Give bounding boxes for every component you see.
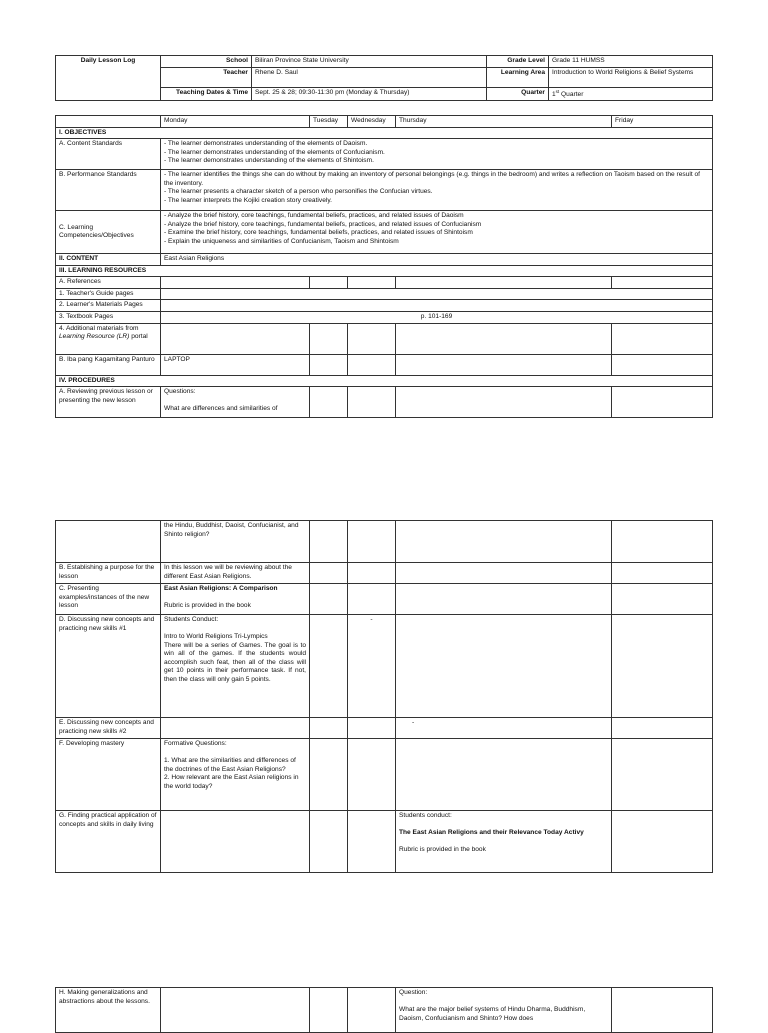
iba-pang-label: B. Iba pang Kagamitang Panturo <box>56 354 161 375</box>
iba-pang-text: LAPTOP <box>161 354 310 375</box>
additional-c: portal <box>129 333 148 341</box>
textbook-label: 3. Textbook Pages <box>56 311 161 323</box>
teacher-value: Rhene D. Saul <box>252 67 487 87</box>
practical-label: G. Finding practical application of concepts and skills in daily living <box>56 811 161 873</box>
discussing1-a: Students Conduct: <box>164 616 219 623</box>
discussing1-cell <box>161 615 310 718</box>
day-friday: Friday <box>612 116 713 128</box>
presenting-label: C. Presenting examples/instances of the new lesson <box>56 584 161 615</box>
presenting-title: East Asian Religions: A Comparison <box>164 585 278 592</box>
additional-a: 4. Additional materials from <box>59 324 139 332</box>
purpose-label: B. Establishing a purpose for the lesson <box>56 563 161 584</box>
references-label: A. References <box>56 277 161 289</box>
generalizations-cell <box>396 988 612 1033</box>
thursday-dash-e: - <box>396 718 612 739</box>
quarter-sup: st <box>555 88 560 94</box>
reviewing-text: Questions: What are differences and similarities of <box>161 387 310 418</box>
mastery-label: F. Developing mastery <box>56 739 161 811</box>
competencies-text: - Analyze the brief history, core teachings, fundamental beliefs, practices, and related issues of Daoism - Analyze the brief history, core teachings, fundamental beliefs, practices, and related issues of Confucianism - Examine the brief history, core teachings, fundamental beliefs, practices, and related issues of Shintoism - Explain the uniqueness and similarities of Confucianism, Taoism and Shintoism <box>161 211 713 254</box>
lesson-table-page1 <box>55 115 713 418</box>
day-thursday: Thursday <box>396 116 612 128</box>
area-label: Learning Area <box>487 67 549 87</box>
discussing1-c: There will be a series of Games. The goal is to win all of the games. If the students would accomplish such feat, then all of the class will get 10 points in their performance task. If not, then the class will only gain 5 points. <box>164 641 306 683</box>
objectives-heading: I. OBJECTIVES <box>56 127 713 139</box>
content-heading: II. CONTENT <box>56 254 161 266</box>
learners-materials-label: 2. Learner's Materials Pages <box>56 300 161 312</box>
mastery-text: Formative Questions: 1. What are the similarities and differences of the doctrines of the East Asian Religions? 2. How relevant are the East Asian religions in the world today? <box>161 739 310 811</box>
presenting-text: Rubric is provided in the book <box>164 602 251 610</box>
content-text: East Asian Religions <box>161 254 713 266</box>
discussing1-b: Intro to World Religions Tri-Lympics <box>164 633 268 641</box>
area-value: Introduction to World Religions & Belief Systems <box>549 67 713 87</box>
question-label: Question: <box>399 989 428 996</box>
quarter-value <box>549 87 713 101</box>
reviewing-label: A. Reviewing previous lesson or presenting the new lesson <box>56 387 161 418</box>
additional-materials-label <box>56 323 161 354</box>
practical-a: Students conduct: <box>399 812 452 819</box>
competencies-label: C. Learning Competencies/Objectives <box>56 211 161 254</box>
additional-b: Learning Resource (LR) <box>59 333 130 341</box>
school-label: School <box>161 56 252 68</box>
grade-label: Grade Level <box>487 56 549 68</box>
lesson-table-page3 <box>55 987 713 1033</box>
generalizations-label: H. Making generalizations and abstractions about the lessons. <box>56 988 161 1033</box>
teachers-guide-label: 1. Teacher's Guide pages <box>56 288 161 300</box>
content-standards-label: A. Content Standards <box>56 139 161 170</box>
dates-value: Sept. 25 & 28; 09:30-11:30 pm (Monday & Thursday) <box>252 87 487 101</box>
performance-standards-text: - The learner identifies the things she can do without by making an inventory of personal belongings (e.g. things in the bedroom) and writes a reflection on Taoism based on the result of the inventory. - The learner presents a character sketch of a person who personifies the Confucian virtues. - The learner interprets the Kojiki creation story creatively. <box>161 170 713 211</box>
header-table <box>55 55 713 101</box>
day-tuesday: Tuesday <box>310 116 348 128</box>
content-standards-text: - The learner demonstrates understanding of the elements of Daoism. - The learner demonstrates understanding of the elements of Confucianism. - The learner demonstrates understanding of the elements of Shintoism. <box>161 139 713 170</box>
lesson-table-page2 <box>55 520 713 873</box>
purpose-text: In this lesson we will be reviewing about the different East Asian Religions. <box>161 563 310 584</box>
teacher-label: Teacher <box>161 67 252 87</box>
practical-cell <box>396 811 612 873</box>
day-wednesday: Wednesday <box>348 116 396 128</box>
lesson-log-title: Daily Lesson Log <box>56 56 161 101</box>
school-value: Biliran Province State University <box>252 56 487 68</box>
question-text: What are the major belief systems of Hindu Dharma, Buddhism, Daoism, Confucianism and Shinto? How does <box>399 1006 586 1022</box>
discussing2-label: E. Discussing new concepts and practicing new skills #2 <box>56 718 161 739</box>
continued-question-text: the Hindu, Buddhist, Daoist, Confucianist, and Shinto religion? <box>161 521 310 563</box>
day-monday: Monday <box>161 116 310 128</box>
quarter-num: 1 <box>552 90 556 98</box>
practical-c: Rubric is provided in the book <box>399 846 486 854</box>
quarter-word: Quarter <box>561 90 584 98</box>
dates-label: Teaching Dates & Time <box>161 87 252 101</box>
grade-value: Grade 11 HUMSS <box>549 56 713 68</box>
presenting-cell <box>161 584 310 615</box>
quarter-label: Quarter <box>487 87 549 101</box>
wednesday-dash-d: - <box>348 615 396 718</box>
resources-heading: III. LEARNING RESOURCES <box>56 265 713 277</box>
procedures-heading: IV. PROCEDURES <box>56 375 713 387</box>
performance-standards-label: B. Performance Standards <box>56 170 161 211</box>
discussing1-label: D. Discussing new concepts and practicing new skills #1 <box>56 615 161 718</box>
textbook-text: p. 101-169 <box>161 311 713 323</box>
practical-b: The East Asian Religions and their Relevance Today Activy <box>399 829 584 837</box>
